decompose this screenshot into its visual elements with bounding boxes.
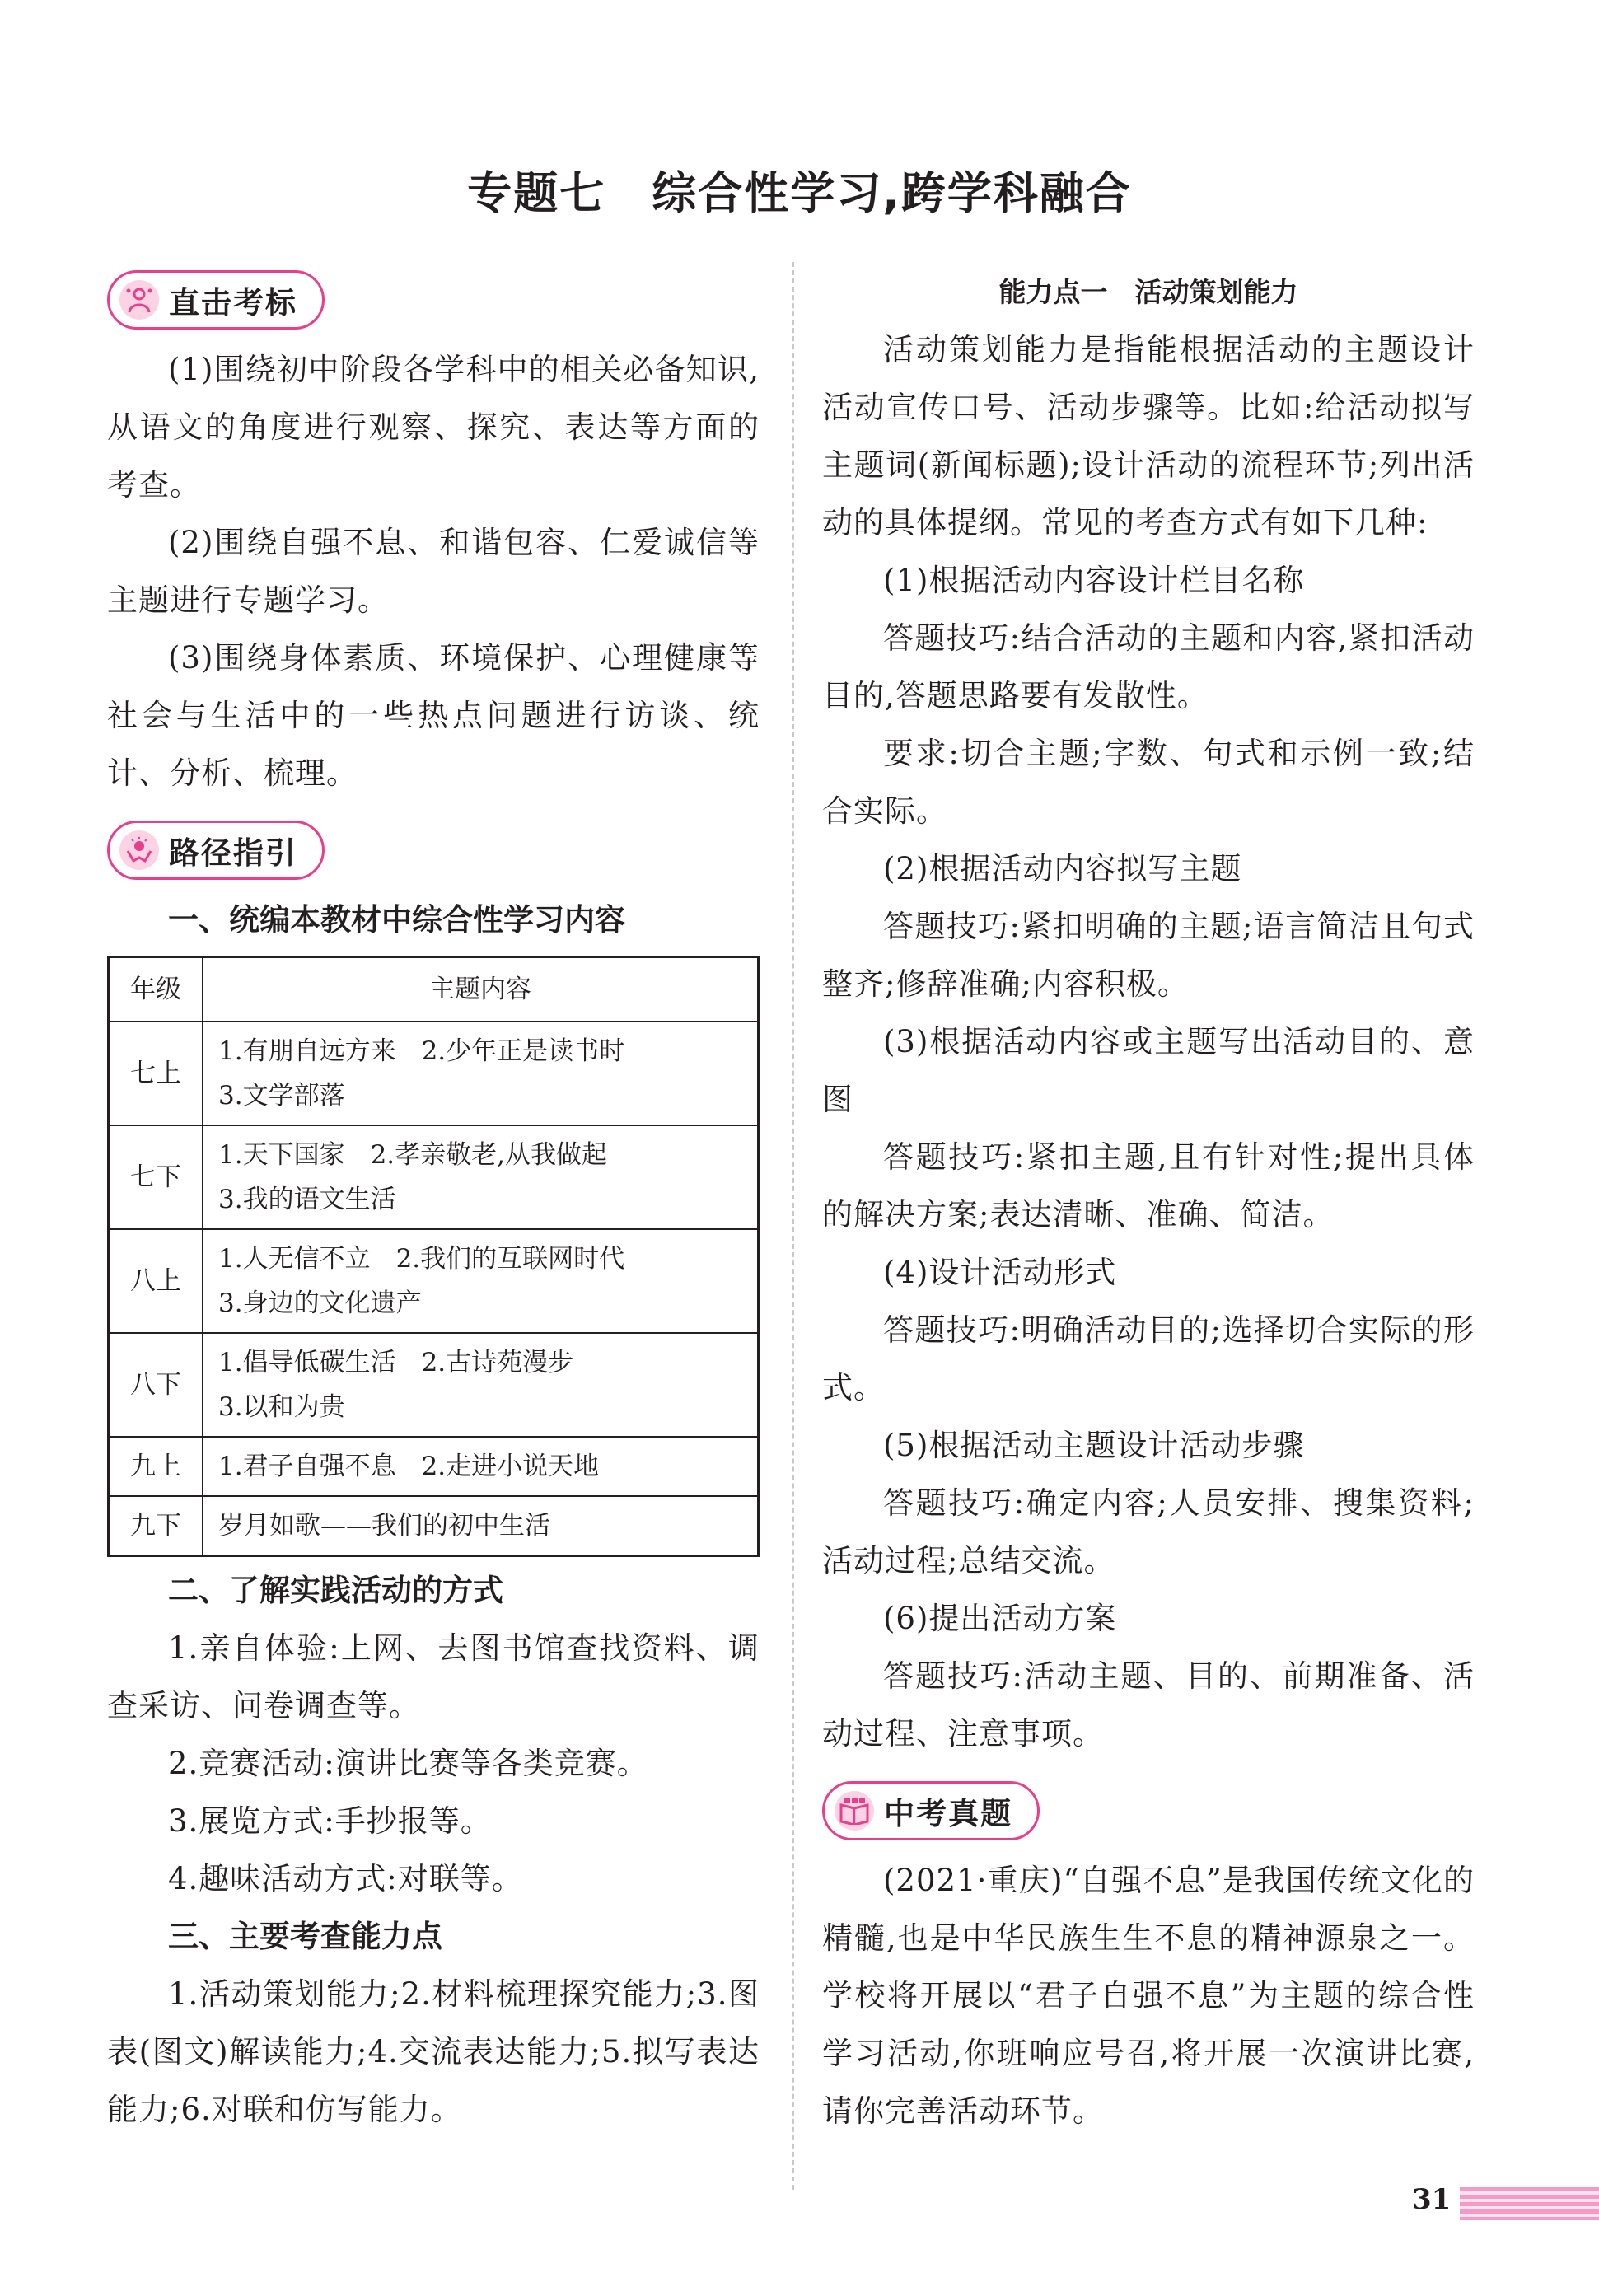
method-item: (3)根据活动内容或主题写出活动目的、意图 xyxy=(822,1024,1475,1117)
method-tip: 答题技巧:结合活动的主题和内容,紧扣活动目的,答题思路要有发散性。 xyxy=(822,620,1475,713)
table-row xyxy=(109,1229,759,1333)
section-badge-path-guide xyxy=(107,821,325,880)
badge-label: 中考真题 xyxy=(884,1796,1012,1831)
section-badge-exam-questions xyxy=(822,1781,1040,1840)
topic-cell xyxy=(203,1229,759,1333)
method-item: (5)根据活动主题设计活动步骤 xyxy=(883,1428,1305,1463)
aim-item: (3)围绕身体素质、环境保护、心理健康等社会与生活中的一些热点问题进行访谈、统计、分析、梳理。 xyxy=(107,640,760,791)
target-person-icon xyxy=(119,280,159,320)
topic-line: 1.倡导低碳生活 2.古诗苑漫步 xyxy=(218,1348,574,1377)
section-heading: 二、了解实践活动的方式 xyxy=(168,1573,503,1608)
section-heading: 三、主要考查能力点 xyxy=(168,1919,442,1954)
topic-cell xyxy=(203,1437,759,1496)
method-tip: 答题技巧:紧扣主题,且有针对性;提出具体的解决方案;表达清晰、准确、简洁。 xyxy=(822,1139,1475,1232)
topic-cell xyxy=(203,1125,759,1229)
grade-cell: 八下 xyxy=(109,1333,203,1437)
table-header-row xyxy=(109,957,759,1022)
method-item: (1)根据活动内容设计栏目名称 xyxy=(883,563,1305,598)
ability-point-heading: 能力点一 活动策划能力 xyxy=(998,276,1298,308)
section-badge-exam-standards xyxy=(107,270,325,330)
method-item: (6)提出活动方案 xyxy=(883,1601,1117,1636)
table-row xyxy=(109,1333,759,1437)
right-column xyxy=(822,264,1475,2140)
topic-line: 1.有朋自远方来 2.少年正是读书时 xyxy=(218,1036,625,1066)
practice-item: 1.亲自体验:上网、去图书馆查找资料、调查采访、问卷调查等。 xyxy=(107,1630,760,1723)
table-row xyxy=(109,1437,759,1496)
grade-cell: 八上 xyxy=(109,1229,203,1333)
topic-cell xyxy=(203,1333,759,1437)
topic-cell xyxy=(203,1022,759,1125)
topic-line: 3.身边的文化遗产 xyxy=(218,1288,422,1318)
method-tip: 答题技巧:明确活动目的;选择切合实际的形式。 xyxy=(822,1312,1475,1405)
page-title: 专题七 综合性学习,跨学科融合 xyxy=(467,167,1132,219)
open-book-icon xyxy=(835,1791,874,1831)
aim-item: (2)围绕自强不息、和谐包容、仁爱诚信等主题进行专题学习。 xyxy=(107,525,760,618)
page-number: 31 xyxy=(1412,2183,1452,2216)
method-tip: 答题技巧:活动主题、目的、前期准备、活动过程、注意事项。 xyxy=(822,1658,1475,1751)
hands-sun-icon xyxy=(119,830,159,870)
table-row xyxy=(109,1496,759,1556)
practice-item: 2.竞赛活动:演讲比赛等各类竞赛。 xyxy=(168,1746,648,1781)
aim-item: (1)围绕初中阶段各学科中的相关必备知识,从语文的角度进行观察、探究、表达等方面的考查。 xyxy=(107,352,760,503)
grade-cell: 九下 xyxy=(109,1496,203,1556)
topic-line: 3.以和为贵 xyxy=(218,1392,345,1422)
ability-list: 1.活动策划能力;2.材料梳理探究能力;3.图表(图文)解读能力;4.交流表达能力;5.拟写表达能力;6.对联和仿写能力。 xyxy=(107,1976,760,2127)
column-divider xyxy=(792,262,794,2190)
topic-line: 1.君子自强不息 2.走进小说天地 xyxy=(218,1452,600,1481)
intro-paragraph: 活动策划能力是指能根据活动的主题设计活动宣传口号、活动步骤等。比如:给活动拟写主题词(新闻标题);设计活动的流程环节;列出活动的具体提纲。常见的考查方式有如下几种: xyxy=(822,332,1475,540)
badge-label: 路径指引 xyxy=(169,835,297,871)
topic-line: 3.文学部落 xyxy=(218,1081,345,1111)
curriculum-table xyxy=(107,956,760,1557)
badge-label: 直击考标 xyxy=(169,285,297,320)
topic-line: 3.我的语文生活 xyxy=(218,1185,396,1214)
grade-cell: 七上 xyxy=(109,1022,203,1125)
table-header-cell: 主题内容 xyxy=(203,957,759,1022)
table-row xyxy=(109,1022,759,1125)
method-tip: 答题技巧:确定内容;人员安排、搜集资料;活动过程;总结交流。 xyxy=(822,1485,1475,1578)
grade-cell: 九上 xyxy=(109,1437,203,1496)
method-tip: 答题技巧:紧扣明确的主题;语言简洁且句式整齐;修辞准确;内容积极。 xyxy=(822,909,1475,1002)
page-number-stripe xyxy=(1460,2187,1599,2220)
topic-line: 1.人无信不立 2.我们的互联网时代 xyxy=(218,1244,625,1274)
section-heading: 一、统编本教材中综合性学习内容 xyxy=(168,902,625,938)
practice-item: 3.展览方式:手抄报等。 xyxy=(168,1803,492,1839)
topic-line: 岁月如歌——我们的初中生活 xyxy=(218,1511,550,1541)
practice-item: 4.趣味活动方式:对联等。 xyxy=(168,1861,523,1896)
grade-cell: 七下 xyxy=(109,1125,203,1229)
topic-line: 1.天下国家 2.孝亲敬老,从我做起 xyxy=(218,1140,608,1170)
topic-cell xyxy=(203,1496,759,1556)
exam-question: (2021·重庆)“自强不息”是我国传统文化的精髓,也是中华民族生生不息的精神源泉之一。学校将开展以“君子自强不息”为主题的综合性学习活动,你班响应号召,将开展一次演讲比赛,请你完善活动环节。 xyxy=(822,1863,1475,2129)
table-header-cell: 年级 xyxy=(109,957,203,1022)
method-requirement: 要求:切合主题;字数、句式和示例一致;结合实际。 xyxy=(822,736,1475,829)
method-item: (4)设计活动形式 xyxy=(883,1255,1117,1290)
method-item: (2)根据活动内容拟写主题 xyxy=(883,851,1242,886)
table-row xyxy=(109,1125,759,1229)
left-column xyxy=(107,264,760,2139)
